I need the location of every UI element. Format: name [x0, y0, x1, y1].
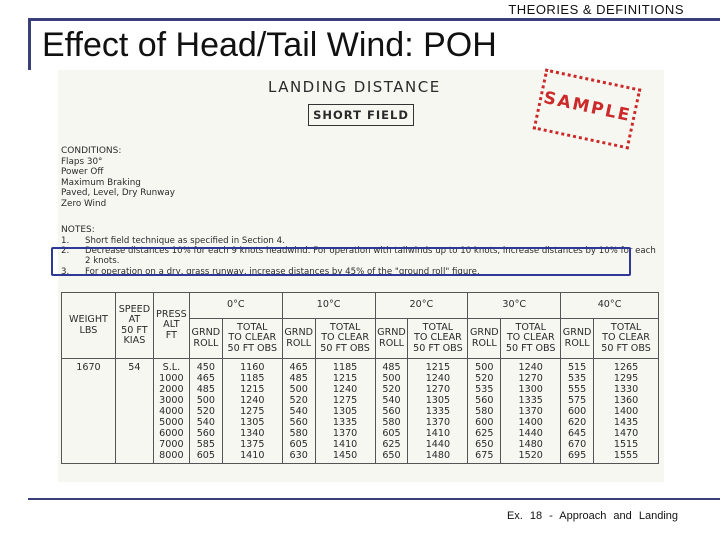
condition-item: Maximum Braking	[61, 177, 141, 188]
sample-stamp: SAMPLE	[533, 68, 642, 149]
total-40c-column: 1265 1295 1330 1360 1400 1435 1470 1515 1555	[594, 359, 659, 464]
grnd-roll-40c-column: 515 535 555 575 600 620 645 670 695	[561, 359, 594, 464]
condition-item: Flaps 30°	[61, 157, 103, 167]
total-20c-column: 1215 1240 1270 1305 1335 1370 1410 1440 1480	[408, 359, 468, 464]
altitude-column: S.L. 1000 2000 3000 4000 5000 6000 7000 8000	[153, 359, 189, 464]
total-30c-column: 1240 1270 1300 1335 1370 1400 1440 1480 1520	[501, 359, 561, 464]
landing-distance-table	[61, 292, 659, 464]
total-header: TOTAL TO CLEAR 50 FT OBS	[594, 319, 659, 359]
grnd-roll-0c-column: 450 465 485 500 520 540 560 585 605	[189, 359, 222, 464]
bottom-rule	[28, 498, 720, 500]
poh-landing-distance-chart	[58, 70, 664, 482]
grnd-roll-header: GRND ROLL	[375, 319, 408, 359]
speed-cell: 54	[115, 359, 153, 464]
note-text: Short field technique as specified in Section 4.	[85, 236, 285, 246]
condition-item: Power Off	[61, 167, 104, 178]
grnd-roll-header: GRND ROLL	[561, 319, 594, 359]
total-header: TOTAL TO CLEAR 50 FT OBS	[222, 319, 282, 359]
conditions-list	[61, 157, 175, 209]
grnd-roll-header: GRND ROLL	[282, 319, 315, 359]
grnd-roll-20c-column: 485 500 520 540 560 580 605 625 650	[375, 359, 408, 464]
note-number: 2.	[61, 246, 70, 257]
temp-header-30c: 30°C	[468, 293, 561, 319]
temp-header-40c: 40°C	[561, 293, 659, 319]
frame-top-rule	[28, 18, 720, 21]
weight-header: WEIGHT LBS	[62, 293, 116, 359]
grnd-roll-30c-column: 500 520 535 560 580 600 625 650 675	[468, 359, 501, 464]
note-2-highlight-box	[51, 247, 631, 276]
total-header: TOTAL TO CLEAR 50 FT OBS	[408, 319, 468, 359]
frame-left-rule	[28, 18, 31, 70]
chart-title: LANDING DISTANCE	[268, 78, 441, 96]
total-header: TOTAL TO CLEAR 50 FT OBS	[315, 319, 375, 359]
section-label: THEORIES & DEFINITIONS	[508, 2, 684, 17]
note-number: 1.	[61, 236, 70, 246]
note-number: 3.	[61, 266, 70, 277]
note-text: Decrease distances 10% for each 9 knots headwind. For operation with tailwinds up to 10 knots, increase distances by 10% for each 2 knots.	[85, 246, 656, 267]
temp-header-20c: 20°C	[375, 293, 468, 319]
conditions-title: CONDITIONS:	[61, 146, 122, 156]
weight-cell: 1670	[62, 359, 116, 464]
grnd-roll-header: GRND ROLL	[468, 319, 501, 359]
total-header: TOTAL TO CLEAR 50 FT OBS	[501, 319, 561, 359]
note-text: For operation on a dry, grass runway, increase distances by 45% of the "ground roll" figure.	[85, 266, 480, 277]
temp-header-10c: 10°C	[282, 293, 375, 319]
note-item	[61, 236, 661, 246]
condition-item: Paved, Level, Dry Runway	[61, 188, 175, 199]
notes-title: NOTES:	[61, 225, 95, 235]
total-10c-column: 1185 1215 1240 1275 1305 1335 1370 1410 1450	[315, 359, 375, 464]
press-alt-header: PRESS ALT FT	[153, 293, 189, 359]
temp-header-0c: 0°C	[189, 293, 282, 319]
condition-item: Zero Wind	[61, 198, 107, 209]
slide-title: Effect of Head/Tail Wind: POH	[42, 26, 497, 64]
chart-subtitle: SHORT FIELD	[308, 104, 414, 126]
grnd-roll-10c-column: 465 485 500 520 540 560 580 605 630	[282, 359, 315, 464]
footer-text: Ex. 18 - Approach and Landing	[506, 510, 678, 522]
speed-header: SPEED AT 50 FT KIAS	[115, 293, 153, 359]
total-0c-column: 1160 1185 1215 1240 1275 1305 1340 1375 1410	[222, 359, 282, 464]
grnd-roll-header: GRND ROLL	[189, 319, 222, 359]
